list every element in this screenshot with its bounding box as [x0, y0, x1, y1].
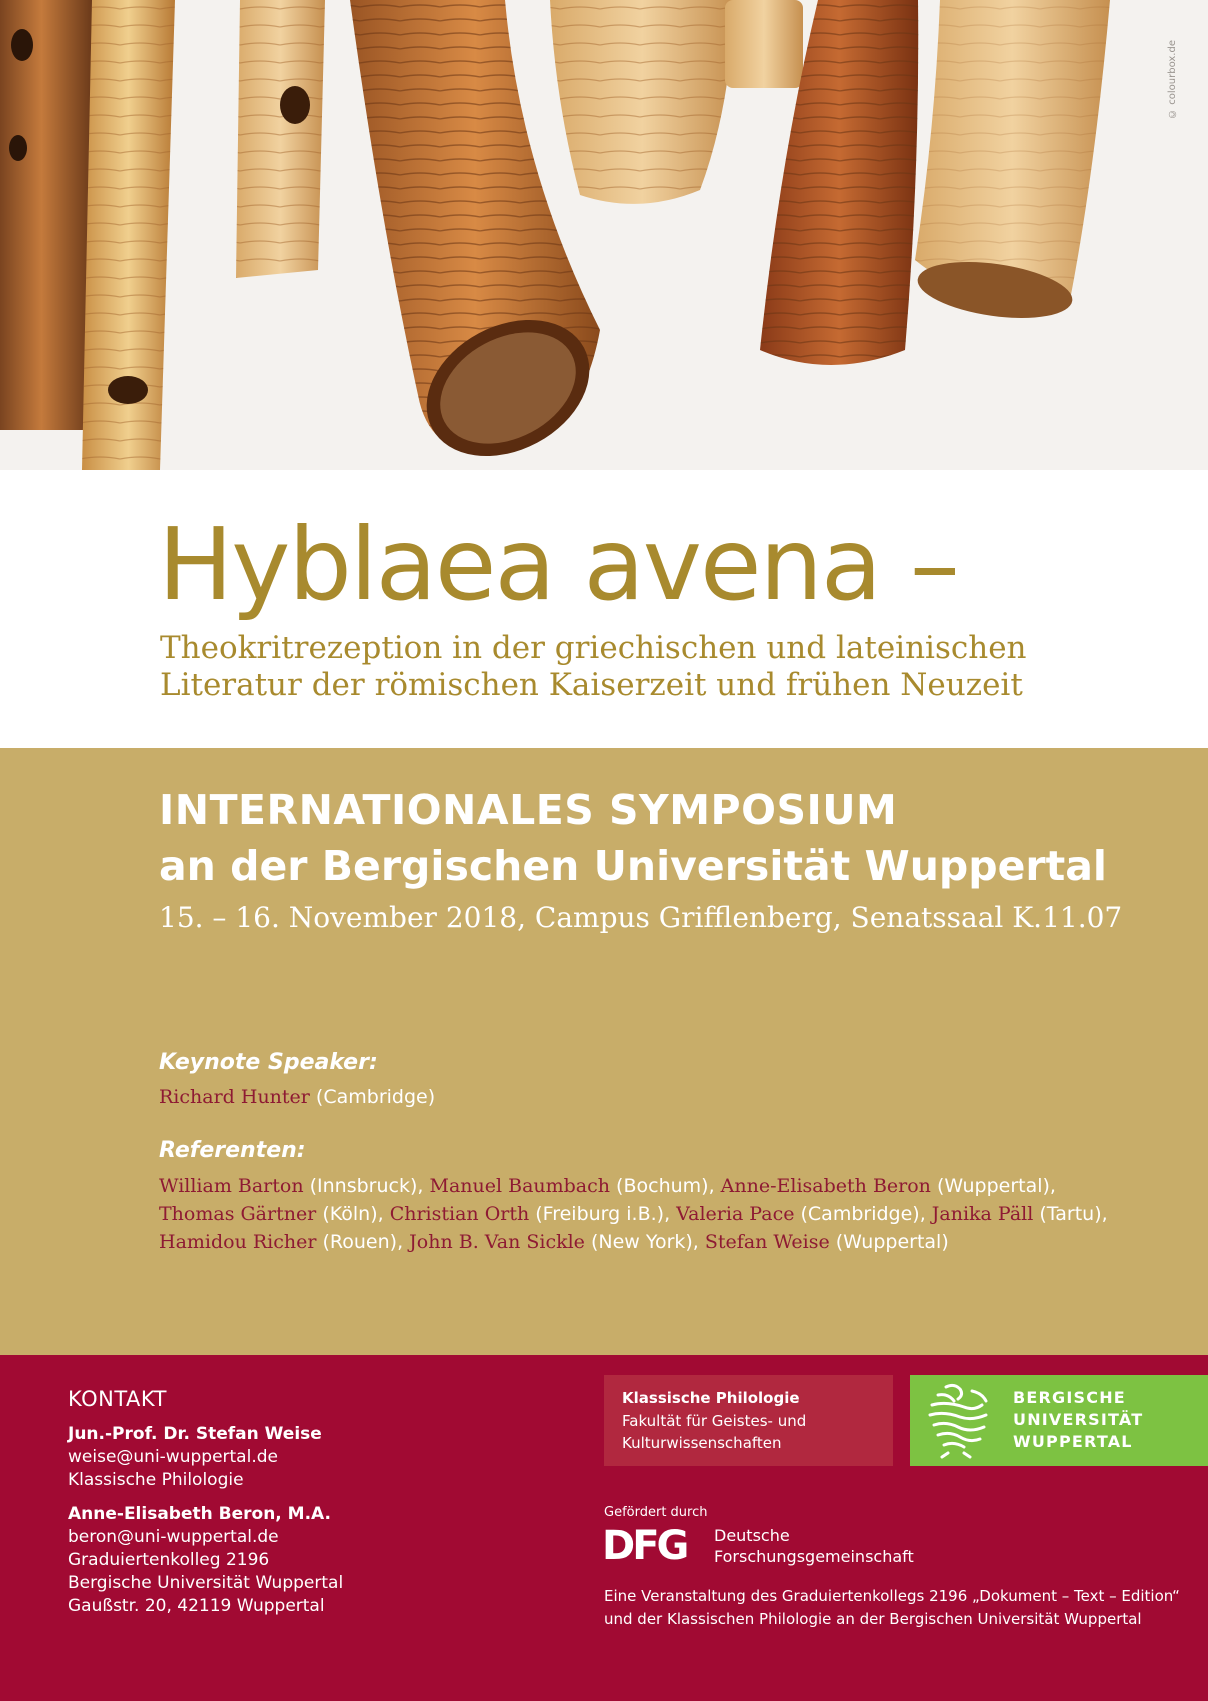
referenten-list — [159, 1172, 1159, 1256]
speaker-affiliation: (Innsbruck), — [303, 1175, 430, 1197]
lion-crest-icon — [924, 1381, 998, 1459]
contact-email-link[interactable]: beron@uni-wuppertal.de — [68, 1527, 279, 1547]
contact-line: Graduiertenkolleg 2196 — [68, 1550, 270, 1570]
speaker-affiliation: (Wuppertal), — [930, 1175, 1056, 1197]
speaker-name: Valeria Pace — [676, 1203, 795, 1225]
footer — [0, 1355, 1208, 1701]
keynote-speaker — [159, 1086, 435, 1108]
speaker-name: Hamidou Richer — [159, 1231, 317, 1253]
photo-credit: © colourbox.de — [1167, 40, 1178, 119]
dfg-name: Forschungsgemeinschaft — [714, 1547, 914, 1566]
birch-bark-instruments-image — [0, 0, 1208, 470]
event-note: Eine Veranstaltung des Graduiertenkollegs 2196 „Dokument – Text – Edition“ — [604, 1587, 1180, 1605]
page-subtitle — [160, 630, 1027, 704]
subtitle-line: Literatur der römischen Kaiserzeit und frühen Neuzeit — [160, 667, 1023, 703]
department-line: Kulturwissenschaften — [622, 1434, 782, 1452]
contact-name: Jun.-Prof. Dr. Stefan Weise — [68, 1424, 322, 1444]
speaker-name: Anne-Elisabeth Beron — [720, 1175, 931, 1197]
funding-label: Gefördert durch — [604, 1505, 708, 1520]
speaker-name: Stefan Weise — [704, 1231, 830, 1253]
dfg-logo — [602, 1525, 702, 1565]
symposium-band — [0, 748, 1208, 1355]
speaker-name: Manuel Baumbach — [429, 1175, 611, 1197]
speaker-affiliation: (New York), — [584, 1231, 705, 1253]
speaker-affiliation: (Köln), — [316, 1203, 390, 1225]
event-note: und der Klassischen Philologie an der Bergischen Universität Wuppertal — [604, 1610, 1142, 1628]
header-photo — [0, 0, 1208, 470]
dfg-name: Deutsche — [714, 1526, 790, 1545]
speaker-affiliation: (Tartu), — [1033, 1203, 1108, 1225]
speaker-name: Christian Orth — [389, 1203, 530, 1225]
contact-heading: KONTAKT — [68, 1387, 167, 1411]
speaker-name: Thomas Gärtner — [159, 1203, 317, 1225]
referenten-line — [159, 1172, 1159, 1200]
subtitle-line: Theokritrezeption in der griechischen und lateinischen — [160, 630, 1027, 666]
contact-line: Bergische Universität Wuppertal — [68, 1573, 344, 1593]
speaker-affiliation: (Cambridge) — [309, 1086, 436, 1108]
department-line: Fakultät für Geistes- und — [622, 1412, 807, 1430]
university-name: BERGISCHE — [1013, 1388, 1126, 1407]
contact-name: Anne-Elisabeth Beron, M.A. — [68, 1504, 331, 1524]
contact-block — [68, 1423, 488, 1618]
speaker-affiliation: (Rouen), — [316, 1231, 410, 1253]
university-name: WUPPERTAL — [1013, 1432, 1133, 1451]
contact-dept: Klassische Philologie — [68, 1470, 244, 1490]
title-section — [0, 470, 1208, 748]
university-name: UNIVERSITÄT — [1013, 1410, 1144, 1429]
dfg-mark-text: DFG — [602, 1525, 687, 1565]
referenten-line — [159, 1200, 1159, 1228]
speaker-name: John B. Van Sickle — [409, 1231, 585, 1253]
speaker-name: Richard Hunter — [159, 1086, 310, 1108]
referenten-line — [159, 1228, 1159, 1256]
speaker-affiliation: (Freiburg i.B.), — [529, 1203, 677, 1225]
symposium-heading: INTERNATIONALES SYMPOSIUM — [159, 786, 898, 834]
department-title: Klassische Philologie — [622, 1389, 800, 1407]
contact-address: Gaußstr. 20, 42119 Wuppertal — [68, 1596, 325, 1616]
university-logo — [910, 1375, 1208, 1466]
speaker-name: William Barton — [159, 1175, 304, 1197]
speaker-affiliation: (Wuppertal) — [829, 1231, 949, 1253]
speaker-affiliation: (Cambridge), — [794, 1203, 932, 1225]
keynote-heading: Keynote Speaker: — [159, 1050, 378, 1075]
contact-email-link[interactable]: weise@uni-wuppertal.de — [68, 1447, 278, 1467]
page-title: Hyblaea avena – — [158, 506, 958, 623]
department-box — [604, 1375, 893, 1466]
symposium-date: 15. – 16. November 2018, Campus Grifflenberg, Senatssaal K.11.07 — [159, 901, 1123, 934]
speaker-name: Janika Päll — [931, 1203, 1034, 1225]
symposium-venue: an der Bergischen Universität Wuppertal — [159, 842, 1107, 890]
speaker-affiliation: (Bochum), — [610, 1175, 721, 1197]
referenten-heading: Referenten: — [159, 1138, 306, 1163]
